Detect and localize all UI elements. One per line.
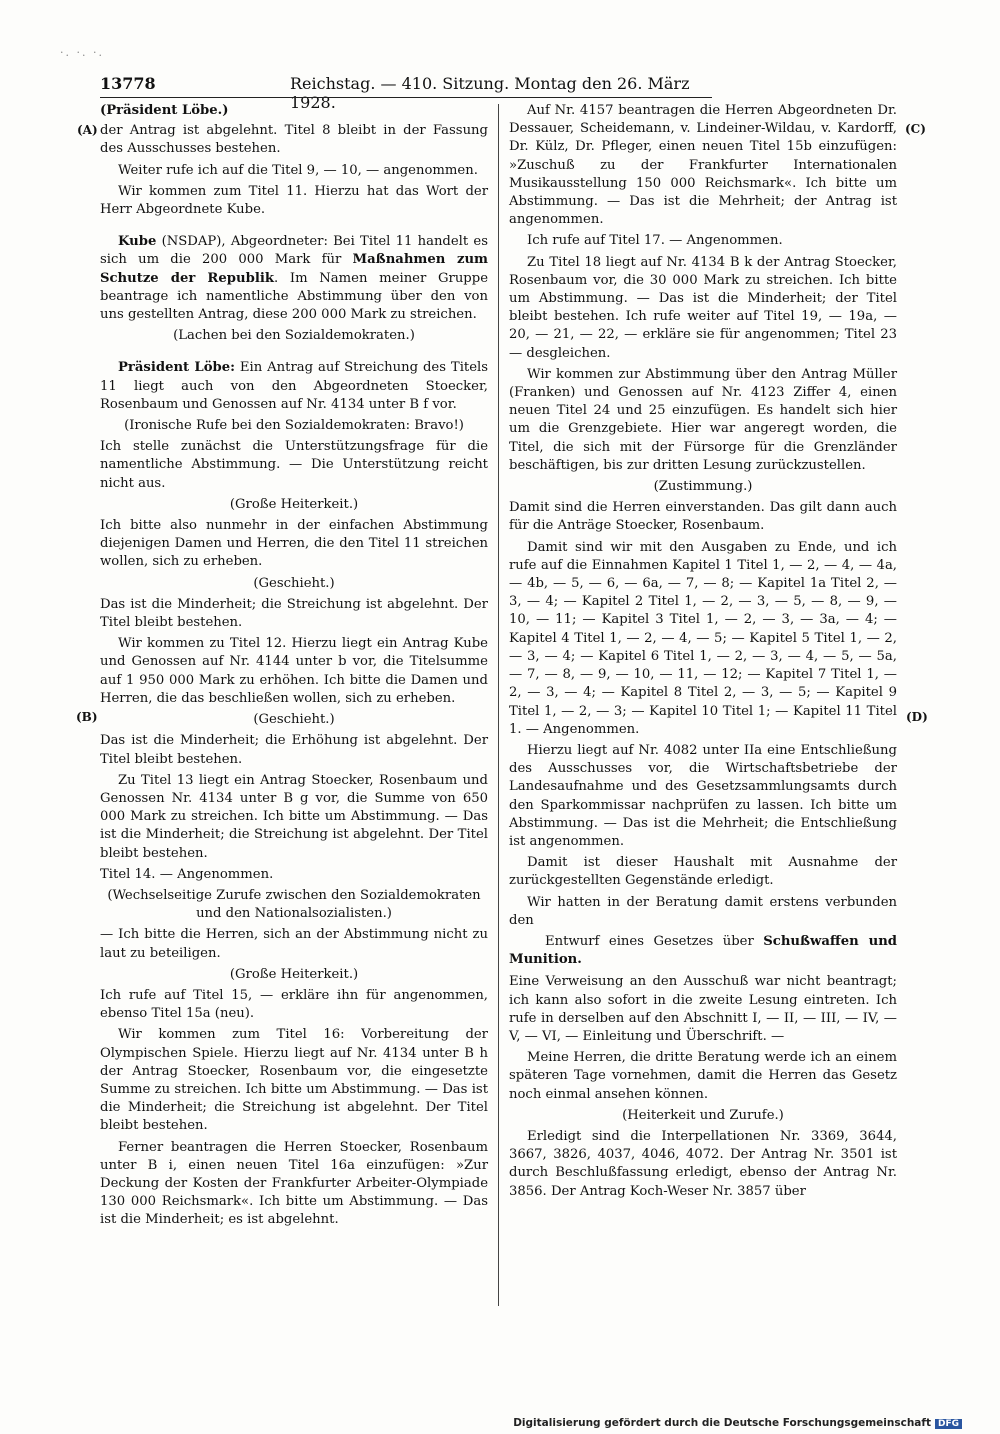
page-number: 13778	[100, 74, 156, 93]
paragraph: Hierzu liegt auf Nr. 4082 unter IIa eine Entschließung des Ausschusses vor, die Wirtschaftsbetriebe der Landesaufnahme und des Gesetzsammlungsamts durch den Sparkommissar nachprüfen zu lassen. Ich bitte um Abstimmung. — Das ist die Mehrheit; die Entschließung ist angenommen.	[509, 742, 897, 849]
paragraph: Ich rufe auf Titel 17. — Angenommen.	[527, 233, 783, 249]
paragraph: Ich bitte also nunmehr in der einfachen Abstimmung diejenigen Damen und Herren, die den Titel 11 streichen wollen, sich zu erheben.	[100, 518, 488, 570]
stage-direction: (Große Heiterkeit.)	[229, 496, 359, 512]
margin-mark-c: (C)	[905, 122, 926, 136]
stage-direction: (Große Heiterkeit.)	[229, 966, 359, 982]
speech-loebe	[100, 359, 488, 414]
paragraph: Ich rufe auf Titel 15, — erkläre ihn für angenommen, ebenso Titel 15a (neu).	[100, 987, 488, 1022]
margin-mark-a: (A)	[77, 123, 98, 137]
column-divider	[498, 104, 499, 1306]
stage-direction: (Ironische Rufe bei den Sozialdemokraten: Bravo!)	[124, 418, 464, 434]
dfg-logo: DFG	[935, 1419, 962, 1429]
right-column	[509, 102, 897, 1204]
corner-mark: ·. ·. ·.	[60, 46, 104, 59]
paragraph: Eine Verweisung an den Ausschuß war nicht beantragt; ich kann also sofort in die zweite Lesung eintreten. Ich rufe in derselben auf den Abschnitt I, — II, — III, — IV, — V, — VI, — Einleitung und Überschrift. —	[509, 974, 897, 1044]
paragraph: der Antrag ist abgelehnt. Titel 8 bleibt in der Fassung des Ausschusses bestehen.	[100, 123, 488, 157]
stage-direction: (Heiterkeit und Zurufe.)	[622, 1107, 784, 1123]
paragraph: Damit ist dieser Haushalt mit Ausnahme der zurückgestellten Gegenstände erledigt.	[509, 855, 897, 889]
paragraph: Erledigt sind die Interpellationen Nr. 3369, 3644, 3667, 3826, 4037, 4046, 4072. Der Antrag Nr. 3501 ist durch Beschlußfassung erledigt, ebenso der Antrag Nr. 3856. Der Antrag Koch-Weser Nr. 3857 über	[509, 1128, 897, 1199]
law-title	[509, 933, 897, 969]
paragraph: Das ist die Minderheit; die Streichung ist abgelehnt. Der Titel bleibt bestehen.	[100, 596, 488, 631]
header-rule	[100, 97, 712, 98]
speaker-name: Kube	[118, 234, 157, 250]
margin-mark-d: (D)	[906, 710, 928, 724]
paragraph: Wir hatten in der Beratung damit erstens verbunden den	[509, 894, 897, 928]
speaker-name: Präsident Löbe:	[118, 360, 235, 376]
paragraph: Das ist die Minderheit; die Erhöhung ist abgelehnt. Der Titel bleibt bestehen.	[100, 733, 488, 767]
paragraph: Zu Titel 13 liegt ein Antrag Stoecker, Rosenbaum und Genossen Nr. 4134 unter B g vor, die Summe von 650 000 Mark zu streichen. Ich bitte um Abstimmung. — Das ist die Minderheit; die Streichung ist abgelehnt. Der Titel bleibt bestehen.	[100, 772, 488, 861]
emphasis: Maßnahmen zum Schutze der Republik	[100, 252, 488, 286]
paragraph: Ferner beantragen die Herren Stoecker, Rosenbaum unter B i, einen neuen Titel 16a einzufügen: »Zur Deckung der Kosten der Frankfurter Arbeiter-Olympiade 130 000 Reichsmark«. Ich bitte um Abstimmung. — Das ist die Minderheit; es ist abgelehnt.	[100, 1139, 488, 1228]
footer-text: Digitalisierung gefördert durch die Deutsche Forschungsgemeinschaft	[513, 1417, 931, 1429]
paragraph: Meine Herren, die dritte Beratung werde ich an einem späteren Tage vornehmen, damit die Herren das Gesetz noch einmal ansehen können.	[509, 1050, 897, 1102]
paragraph: — Ich bitte die Herren, sich an der Abstimmung nicht zu laut zu beteiligen.	[100, 927, 488, 961]
paragraph: Damit sind wir mit den Ausgaben zu Ende, und ich rufe auf die Einnahmen Kapitel 1 Titel 1, — 2, — 4, — 4a, — 4b, — 5, — 6, — 6a, — 7, — 8; — Kapitel 1a Titel 2, — 3, — 4; — Kapitel 2 Titel 1, — 2, — 3, — 5, — 8, — 9, — 10, — 11; — Kapitel 3 Titel 1, — 2, — 3, — 3a, — 4; — Kapitel 4 Titel 1, — 2, — 4, — 5; — Kapitel 5 Titel 1, — 2, — 3, — 4; — Kapitel 6 Titel 1, — 2, — 3, — 4, — 5, — 5a, — 7, — 8, — 9, — 10, — 11, — 12; — Kapitel 7 Titel 1, — 2, — 3, — 4; — Kapitel 8 Titel 2, — 3, — 5; — Kapitel 9 Titel 1, — 2, — 3; — Kapitel 10 Titel 1; — Kapitel 11 Titel 1. — Angenommen.	[509, 539, 897, 737]
paragraph: Auf Nr. 4157 beantragen die Herren Abgeordneten Dr. Dessauer, Scheidemann, v. Lindeiner-Wildau, v. Kardorff, Dr. Külz, Dr. Pfleger, einen neuen Titel 15b einzufügen: »Zuschuß zu der Frankfurter Internationalen Musikausstellung 150 000 Reichsmark«. Ich bitte um Abstimmung. — Das ist die Mehrheit; der Antrag ist angenommen.	[509, 103, 897, 228]
paragraph: Weiter rufe ich auf die Titel 9, — 10, — angenommen.	[118, 162, 478, 178]
left-column	[100, 102, 488, 1233]
stage-direction: (Geschieht.)	[253, 712, 335, 728]
margin-mark-b: (B)	[76, 710, 98, 724]
stage-direction: (Wechselseitige Zurufe zwischen den Sozialdemokraten und den Nationalsozialisten.)	[107, 887, 481, 922]
speech-text: . Im Namen meiner Gruppe beantrage ich namentliche Abstimmung über den von uns gestellten Antrag, diese 200 000 Mark zu streichen.	[100, 270, 489, 323]
footer-credit	[513, 1417, 962, 1429]
speech-text: Ein Antrag auf Streichung des Titels 11 liegt auch von den Abgeordneten Stoecker, Rosenbaum und Genossen auf Nr. 4134 unter B f vor.	[100, 360, 489, 412]
law-title-text: Entwurf eines Gesetzes über	[545, 933, 764, 949]
speech-kube	[100, 233, 488, 324]
stage-direction: (Geschieht.)	[253, 575, 335, 591]
paragraph: Wir kommen zu Titel 12. Hierzu liegt ein Antrag Kube und Genossen auf Nr. 4144 unter b vor, die Titelsumme auf 1 950 000 Mark zu erhöhen. Ich bitte die Damen und Herren, die das beschließen wollen, sich zu erheben.	[100, 636, 488, 706]
stage-direction: (Zustimmung.)	[653, 479, 753, 495]
paragraph: Wir kommen zur Abstimmung über den Antrag Müller (Franken) und Genossen auf Nr. 4123 Ziffer 4, einen neuen Titel 24 und 25 einzufügen. Es handelt sich hier um die Grenzgebiete. Hier war angeregt worden, die Titel, die sich mit der Fürsorge für die Grenzländer beschäftigen, bis zur dritten Lesung zurückzustellen.	[509, 366, 897, 473]
speaker-note: (Präsident Löbe.)	[100, 103, 229, 118]
law-title-emphasis: Schußwaffen und Munition.	[509, 933, 898, 968]
paragraph: Wir kommen zum Titel 11. Hierzu hat das Wort der Herr Abgeordnete Kube.	[100, 183, 488, 218]
stage-direction: (Lachen bei den Sozialdemokraten.)	[173, 328, 415, 344]
paragraph: Wir kommen zum Titel 16: Vorbereitung der Olympischen Spiele. Hierzu liegt auf Nr. 4134 unter B h der Antrag Stoecker, Rosenbaum vor, die eingesetzte Summe zu streichen. Ich bitte um Abstimmung. — Das ist die Minderheit; die Streichung ist abgelehnt. Der Titel bleibt bestehen.	[100, 1027, 488, 1134]
speech-text: (NSDAP), Abgeordneter: Bei Titel 11 handelt es sich um die 200 000 Mark für	[100, 234, 488, 268]
paragraph: Damit sind die Herren einverstanden. Das gilt dann auch für die Anträge Stoecker, Rosenbaum.	[509, 500, 897, 534]
paragraph: Titel 14. — Angenommen.	[100, 866, 274, 882]
page-title: Reichstag. — 410. Sitzung. Montag den 26. März 1928.	[290, 74, 690, 112]
paragraph: Zu Titel 18 liegt auf Nr. 4134 B k der Antrag Stoecker, Rosenbaum vor, die 30 000 Mark zu streichen. Ich bitte um Abstimmung. — Das ist die Minderheit; der Titel bleibt bestehen. Ich rufe weiter auf Titel 19, — 19a, — 20, — 21, — 22, — erkläre sie für angenommen; Titel 23 — desgleichen.	[509, 254, 897, 361]
paragraph: Ich stelle zunächst die Unterstützungsfrage für die namentliche Abstimmung. — Die Unterstützung reicht nicht aus.	[100, 439, 488, 491]
